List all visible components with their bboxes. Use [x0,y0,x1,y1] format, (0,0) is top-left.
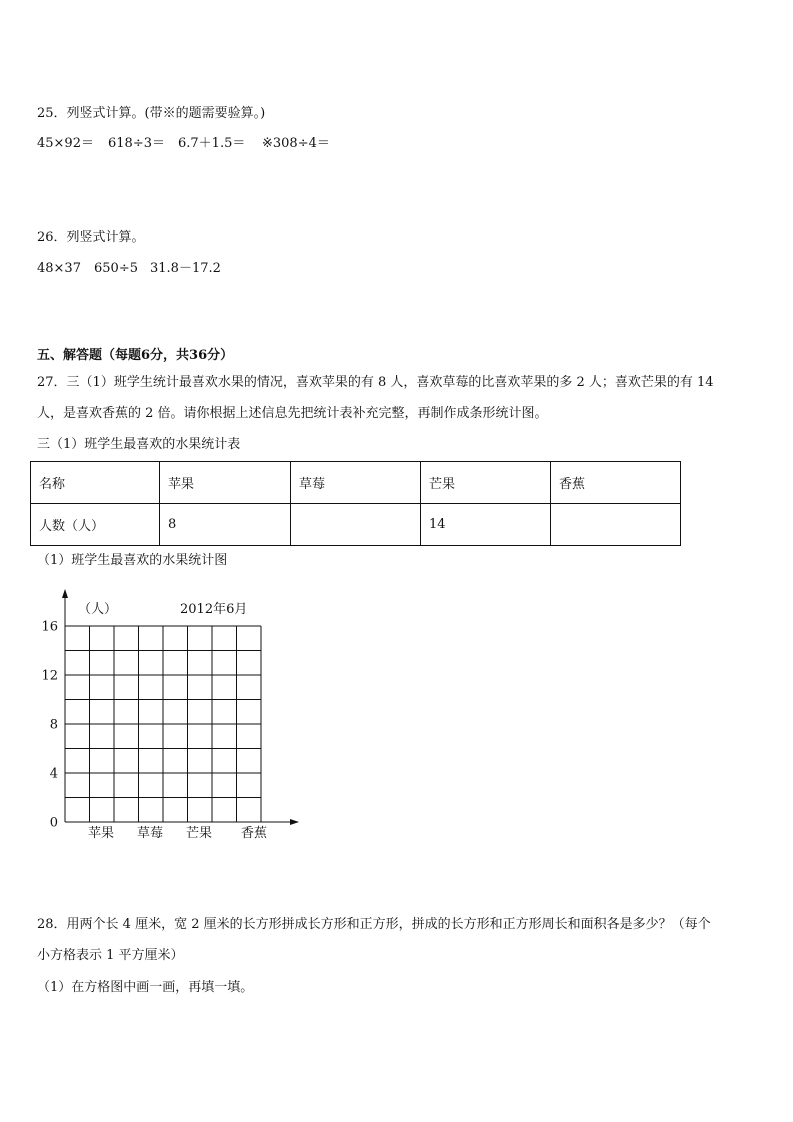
q27-chart-caption: （1）班学生最喜欢的水果统计图 [37,553,228,568]
x-tick-label: 芒果 [185,826,213,841]
y-tick-label: 0 [49,815,58,831]
q25-expr-3: 6.7＋1.5＝ [178,136,246,151]
section5-heading: 五、解答题（每题6分，共36分） [37,348,234,363]
q26-expr-3: 31.8－17.2 [150,261,221,276]
chart-labels [41,601,267,841]
y-tick-label: 12 [41,668,58,684]
q25-expr-1: 45×92＝ [37,136,94,151]
q27-table-title: 三（1）班学生最喜欢的水果统计表 [37,437,241,452]
y-tick-label: 4 [49,766,58,782]
q27-line2: 人，是喜欢香蕉的 2 倍。请你根据上述信息先把统计表补充完整，再制作成条形统计图。 [37,406,548,421]
q25-expr-2: 618÷3＝ [108,136,165,151]
q28-line2: 小方格表示 1 平方厘米） [37,948,184,963]
chart-title: 2012年6月 [180,602,248,617]
table-cell: 草莓 [291,462,421,504]
y-tick-label: 8 [49,717,58,733]
q28-sub1: （1）在方格图中画一画，再填一填。 [37,980,254,995]
q26-title: 26．列竖式计算。 [37,230,145,245]
q25-expr-4: ※308÷4＝ [262,136,330,151]
x-tick-label: 香蕉 [240,826,268,841]
table-cell: 人数（人） [31,504,160,546]
y-axis-arrow-icon [62,589,68,598]
chart-axes [62,589,299,825]
table-cell: 芒果 [421,462,551,504]
q25-title: 25．列竖式计算。(带※的题需要验算。) [37,106,266,121]
x-axis-arrow-icon [290,819,299,825]
table-cell: 香蕉 [551,462,681,504]
y-tick-label: 16 [41,619,58,635]
x-tick-label: 草莓 [136,826,164,841]
q26-expr-1: 48×37 [37,261,81,276]
table-cell: 苹果 [160,462,291,504]
chart-grid [65,626,261,822]
table-cell: 8 [160,504,291,546]
x-tick-label: 苹果 [87,826,115,841]
y-axis-label: （人） [78,602,118,617]
q26-expr-2: 650÷5 [94,261,138,276]
q28-line1: 28．用两个长 4 厘米，宽 2 厘米的长方形拼成长方形和正方形，拼成的长方形和正方形周长和面积各是多少？（每个 [37,917,711,932]
table-cell: 名称 [31,462,160,504]
q27-line1: 27．三（1）班学生统计最喜欢水果的情况，喜欢苹果的有 8 人，喜欢草莓的比喜欢苹果的多 2 人；喜欢芒果的有 14 [37,375,714,390]
table-cell: 14 [421,504,551,546]
